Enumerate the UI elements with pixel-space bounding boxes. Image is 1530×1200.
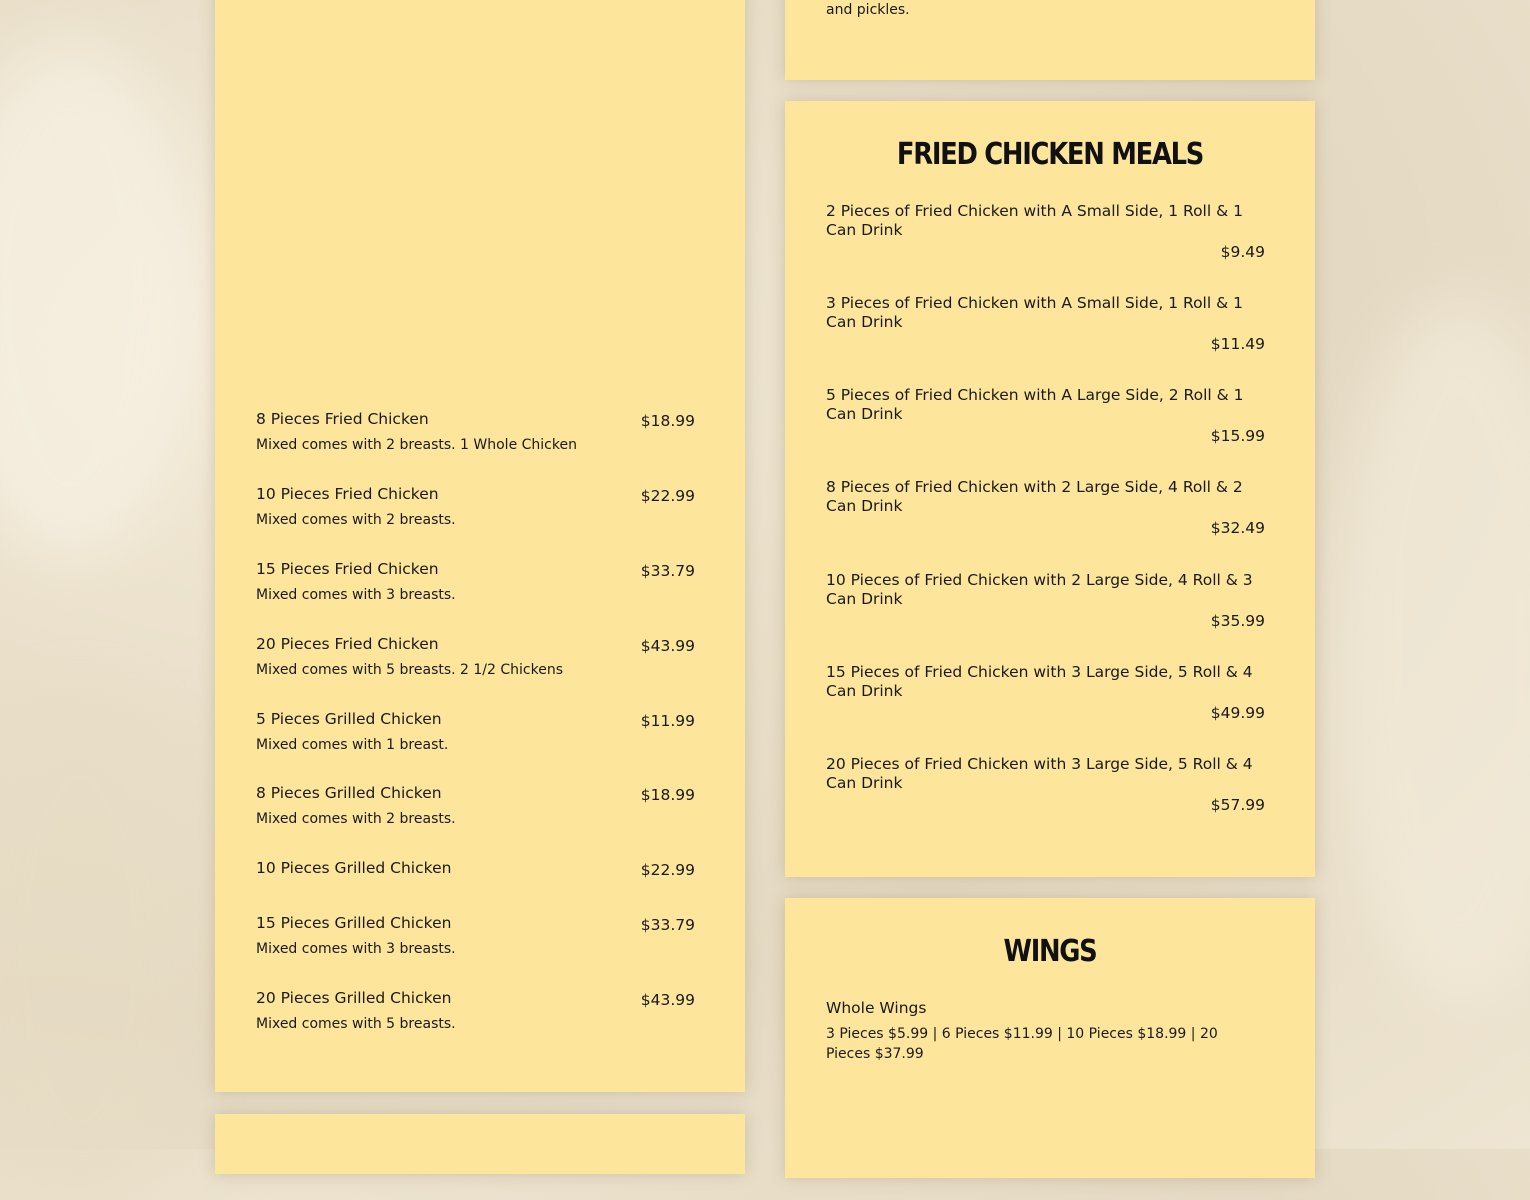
chicken-menu-card xyxy=(215,0,745,1092)
fried-chicken-meals-card xyxy=(785,101,1315,877)
list-item xyxy=(256,784,695,828)
item-name: 10 Pieces Fried Chicken xyxy=(256,485,439,503)
list-item xyxy=(256,560,695,604)
item-price: $35.99 xyxy=(1210,612,1265,630)
item-price: $18.99 xyxy=(640,412,695,430)
item-name: 8 Pieces Grilled Chicken xyxy=(256,784,442,802)
item-name: 20 Pieces Grilled Chicken xyxy=(256,989,452,1007)
item-price: $32.49 xyxy=(1210,519,1265,537)
item-price: $18.99 xyxy=(640,786,695,804)
list-item xyxy=(826,663,1265,723)
item-name: 8 Pieces of Fried Chicken with 2 Large Side, 4 Roll & 2 Can Drink xyxy=(826,478,1243,515)
item-price: $15.99 xyxy=(1210,427,1265,445)
item-description: Mixed comes with 3 breasts. xyxy=(256,587,456,603)
item-name: 3 Pieces of Fried Chicken with A Small Side, 1 Roll & 1 Can Drink xyxy=(826,294,1243,331)
list-item xyxy=(256,485,695,529)
list-item xyxy=(826,755,1265,815)
item-price: $43.99 xyxy=(640,637,695,655)
item-name: 10 Pieces Grilled Chicken xyxy=(256,859,452,877)
item-name: 10 Pieces of Fried Chicken with 2 Large Side, 4 Roll & 3 Can Drink xyxy=(826,571,1253,608)
list-item xyxy=(826,294,1265,354)
item-description: Mixed comes with 2 breasts. xyxy=(256,811,456,827)
list-item xyxy=(256,989,695,1033)
list-item xyxy=(256,859,695,878)
section-title: FRIED CHICKEN MEALS xyxy=(896,137,1204,172)
item-name: 20 Pieces of Fried Chicken with 3 Large Side, 5 Roll & 4 Can Drink xyxy=(826,755,1253,792)
item-name: 15 Pieces Grilled Chicken xyxy=(256,914,452,932)
item-name: 2 Pieces of Fried Chicken with A Small Side, 1 Roll & 1 Can Drink xyxy=(826,202,1243,239)
item-name: 15 Pieces of Fried Chicken with 3 Large Side, 5 Roll & 4 Can Drink xyxy=(826,663,1253,700)
background-blur xyxy=(0,40,200,560)
list-item xyxy=(256,710,695,754)
item-price: $11.49 xyxy=(1210,335,1265,353)
item-description: and pickles. xyxy=(826,2,910,18)
item-name: 15 Pieces Fried Chicken xyxy=(256,560,439,578)
list-item xyxy=(826,478,1265,538)
item-price: $33.79 xyxy=(640,562,695,580)
item-price: $11.99 xyxy=(640,712,695,730)
item-name: Whole Wings xyxy=(826,999,927,1017)
item-price: $22.99 xyxy=(640,861,695,879)
section-title: WINGS xyxy=(1003,934,1097,969)
item-price: $49.99 xyxy=(1210,704,1265,722)
item-description: Mixed comes with 5 breasts. xyxy=(256,1016,456,1032)
item-description: Mixed comes with 2 breasts. 1 Whole Chicken xyxy=(256,437,577,453)
list-item xyxy=(256,635,695,679)
background-blur xyxy=(1330,300,1530,1000)
item-price: $43.99 xyxy=(640,991,695,1009)
item-name: 8 Pieces Fried Chicken xyxy=(256,410,429,428)
item-name: 5 Pieces of Fried Chicken with A Large Side, 2 Roll & 1 Can Drink xyxy=(826,386,1244,423)
item-price: $33.79 xyxy=(640,916,695,934)
item-description: 3 Pieces $5.99 | 6 Pieces $11.99 | 10 Pieces $18.99 | 20 Pieces $37.99 xyxy=(826,1026,1218,1062)
list-item xyxy=(826,571,1265,631)
list-item xyxy=(826,202,1265,262)
wings-card xyxy=(785,898,1315,1178)
item-name: 20 Pieces Fried Chicken xyxy=(256,635,439,653)
item-description: Mixed comes with 2 breasts. xyxy=(256,512,456,528)
list-item xyxy=(826,386,1265,446)
previous-menu-card xyxy=(785,0,1315,80)
item-description: Mixed comes with 1 breast. xyxy=(256,737,449,753)
item-description: Mixed comes with 5 breasts. 2 1/2 Chickens xyxy=(256,662,564,678)
item-price: $57.99 xyxy=(1210,796,1265,814)
item-price: $22.99 xyxy=(640,487,695,505)
list-item xyxy=(256,410,695,454)
next-menu-card xyxy=(215,1114,745,1174)
item-price: $9.49 xyxy=(1220,243,1265,261)
background-blur xyxy=(0,700,200,1200)
item-name: 5 Pieces Grilled Chicken xyxy=(256,710,442,728)
item-description: Mixed comes with 3 breasts. xyxy=(256,941,456,957)
list-item xyxy=(256,914,695,958)
